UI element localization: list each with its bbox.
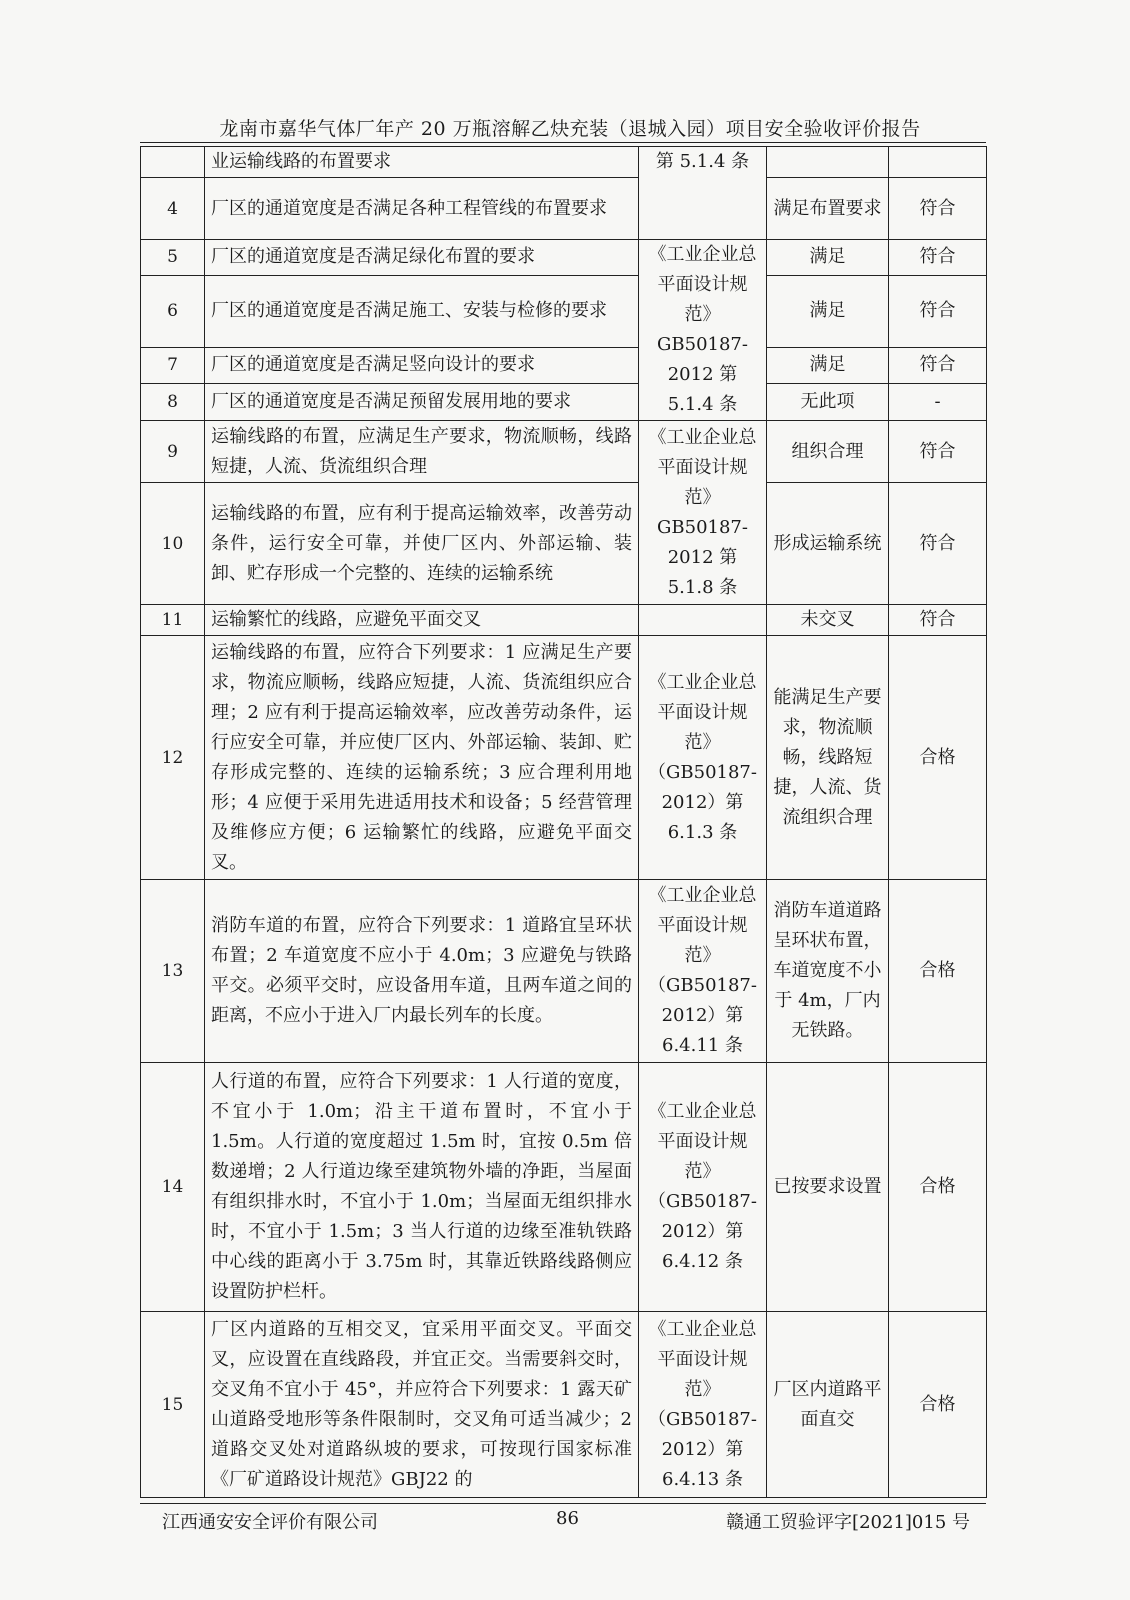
row-number: 4 bbox=[141, 178, 205, 240]
check-result: 满足 bbox=[767, 240, 889, 276]
check-result: 组织合理 bbox=[767, 421, 889, 483]
row-number: 11 bbox=[141, 605, 205, 636]
row-number: 15 bbox=[141, 1312, 205, 1498]
check-item: 厂区的通道宽度是否满足各种工程管线的布置要求 bbox=[205, 178, 639, 240]
row-number: 5 bbox=[141, 240, 205, 276]
conclusion: 合格 bbox=[889, 1063, 987, 1312]
check-result: 厂区内道路平面直交 bbox=[767, 1312, 889, 1498]
basis-cell: 《工业企业总平面设计规范》（GB50187-2012）第 6.4.12 条 bbox=[639, 1063, 767, 1312]
check-item: 运输线路的布置，应有利于提高运输效率，改善劳动条件，运行安全可靠，并使厂区内、外部运输、装卸、贮存形成一个完整的、连续的运输系统 bbox=[205, 483, 639, 605]
check-item: 业运输线路的布置要求 bbox=[205, 147, 639, 178]
table-row bbox=[141, 880, 987, 1063]
row-number: 7 bbox=[141, 347, 205, 383]
check-result: 已按要求设置 bbox=[767, 1063, 889, 1312]
basis-cell: 《工业企业总平面设计规范》（GB50187-2012）第 6.4.13 条 bbox=[639, 1312, 767, 1498]
check-result: 满足 bbox=[767, 347, 889, 383]
conclusion bbox=[889, 147, 987, 178]
check-item: 运输线路的布置，应满足生产要求，物流顺畅，线路短捷，人流、货流组织合理 bbox=[205, 421, 639, 483]
check-item: 厂区的通道宽度是否满足绿化布置的要求 bbox=[205, 240, 639, 276]
row-number: 10 bbox=[141, 483, 205, 605]
check-result: 形成运输系统 bbox=[767, 483, 889, 605]
table-row bbox=[141, 275, 987, 347]
table-row bbox=[141, 178, 987, 240]
check-result: 无此项 bbox=[767, 383, 889, 420]
conclusion: - bbox=[889, 383, 987, 420]
conclusion: 符合 bbox=[889, 347, 987, 383]
check-item: 厂区内道路的互相交叉，宜采用平面交叉。平面交叉，应设置在直线路段，并宜正交。当需要斜交时，交叉角不宜小于 45°，并应符合下列要求：1 露天矿山道路受地形等条件限制时，交叉角可适当减少；2 道路交叉处对道路纵坡的要求，可按现行国家标准《厂矿道路设计规范》GBJ22 的 bbox=[205, 1312, 639, 1498]
conclusion: 符合 bbox=[889, 483, 987, 605]
conclusion: 符合 bbox=[889, 421, 987, 483]
row-number bbox=[141, 147, 205, 178]
check-item: 运输线路的布置，应符合下列要求：1 应满足生产要求，物流应顺畅，线路应短捷，人流、货流组织应合理；2 应有利于提高运输效率，应改善劳动条件，运行应安全可靠，并应使厂区内、外部运输、装卸、贮存形成完整的、连续的运输系统；3 应合理利用地形；4 应便于采用先进适用技术和设备；5 经营管理及维修应方便；6 运输繁忙的线路，应避免平面交叉。 bbox=[205, 636, 639, 880]
basis-cell: 《工业企业总平面设计规范》（GB50187-2012）第 6.4.11 条 bbox=[639, 880, 767, 1063]
check-item: 消防车道的布置，应符合下列要求：1 道路宜呈环状布置；2 车道宽度不应小于 4.0m；3 应避免与铁路平交。必须平交时，应设备用车道，且两车道之间的距离，不应小于进入厂内最长列车的长度。 bbox=[205, 880, 639, 1063]
table-row bbox=[141, 240, 987, 276]
table-row bbox=[141, 1312, 987, 1498]
row-number: 13 bbox=[141, 880, 205, 1063]
footer-company: 江西通安安全评价有限公司 bbox=[162, 1512, 378, 1533]
check-result: 满足布置要求 bbox=[767, 178, 889, 240]
conclusion: 合格 bbox=[889, 1312, 987, 1498]
footer-rule bbox=[140, 1503, 986, 1504]
header-rule bbox=[140, 142, 986, 143]
check-result: 消防车道道路呈环状布置，车道宽度不小于 4m，厂内无铁路。 bbox=[767, 880, 889, 1063]
conclusion: 符合 bbox=[889, 605, 987, 636]
check-item: 厂区的通道宽度是否满足施工、安装与检修的要求 bbox=[205, 275, 639, 347]
row-number: 6 bbox=[141, 275, 205, 347]
conclusion: 符合 bbox=[889, 240, 987, 276]
basis-cell: 《工业企业总平面设计规范》GB50187-2012 第 5.1.4 条 bbox=[639, 240, 767, 421]
table-row bbox=[141, 605, 987, 636]
table-row bbox=[141, 636, 987, 880]
page-header-title: 龙南市嘉华气体厂年产 20 万瓶溶解乙炔充装（退城入园）项目安全验收评价报告 bbox=[219, 118, 921, 140]
conclusion: 符合 bbox=[889, 178, 987, 240]
table-row bbox=[141, 383, 987, 420]
footer-doc-number: 赣通工贸验评字[2021]015 号 bbox=[726, 1512, 970, 1533]
row-number: 14 bbox=[141, 1063, 205, 1312]
table-row bbox=[141, 483, 987, 605]
check-item: 厂区的通道宽度是否满足竖向设计的要求 bbox=[205, 347, 639, 383]
basis-cell: 第 5.1.4 条 bbox=[639, 147, 767, 240]
check-result: 满足 bbox=[767, 275, 889, 347]
table-row bbox=[141, 421, 987, 483]
conclusion: 合格 bbox=[889, 880, 987, 1063]
basis-cell: 《工业企业总平面设计规范》（GB50187-2012）第 6.1.3 条 bbox=[639, 636, 767, 880]
table-row bbox=[141, 347, 987, 383]
conclusion: 符合 bbox=[889, 275, 987, 347]
row-number: 9 bbox=[141, 421, 205, 483]
check-item: 人行道的布置，应符合下列要求：1 人行道的宽度，不宜小于 1.0m；沿主干道布置时，不宜小于 1.5m。人行道的宽度超过 1.5m 时，宜按 0.5m 倍数递增；2 人行道边缘至建筑物外墙的净距，当屋面有组织排水时，不宜小于 1.0m；当屋面无组织排水时，不宜小于 1.5m；3 当人行道的边缘至准轨铁路中心线的距离小于 3.75m 时，其靠近铁路线路侧应设置防护栏杆。 bbox=[205, 1063, 639, 1312]
row-number: 12 bbox=[141, 636, 205, 880]
check-result: 未交叉 bbox=[767, 605, 889, 636]
page-number: 86 bbox=[556, 1508, 579, 1529]
conclusion: 合格 bbox=[889, 636, 987, 880]
row-number: 8 bbox=[141, 383, 205, 420]
check-result: 能满足生产要求，物流顺畅，线路短捷，人流、货流组织合理 bbox=[767, 636, 889, 880]
evaluation-table bbox=[140, 146, 987, 1498]
basis-cell: 《工业企业总平面设计规范》GB50187-2012 第 5.1.8 条 bbox=[639, 421, 767, 605]
check-item: 运输繁忙的线路，应避免平面交叉 bbox=[205, 605, 639, 636]
table-row bbox=[141, 147, 987, 178]
check-item: 厂区的通道宽度是否满足预留发展用地的要求 bbox=[205, 383, 639, 420]
basis-cell bbox=[639, 605, 767, 636]
table-row bbox=[141, 1063, 987, 1312]
check-result bbox=[767, 147, 889, 178]
